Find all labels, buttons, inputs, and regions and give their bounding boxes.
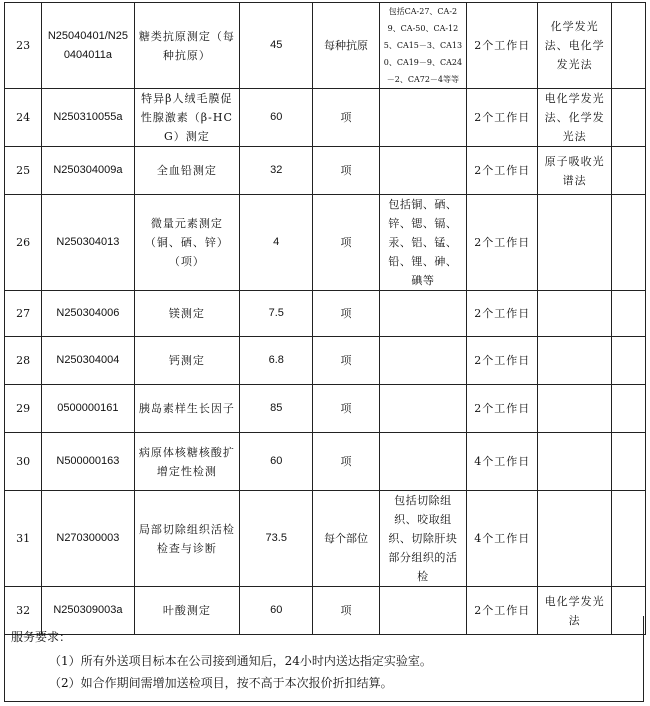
table-row (5, 195, 646, 291)
row-number: 28 (5, 337, 42, 385)
row-number: 24 (5, 89, 42, 147)
test-method: 化学发光法、电化学发光法 (538, 3, 611, 89)
turnaround-days: 2个工作日 (467, 337, 538, 385)
test-method (538, 291, 611, 337)
item-unit: 项 (313, 433, 379, 491)
row-number: 31 (5, 491, 42, 587)
item-code: N250304009a (42, 147, 134, 195)
item-description: 包括CA-27、CA-29、CA-50、CA-125、CA15－3、CA130、CA19－9、CA24－2、CA72－4等等 (379, 3, 466, 89)
item-name: 镁测定 (134, 291, 239, 337)
turnaround-days: 4个工作日 (467, 491, 538, 587)
item-description (379, 89, 466, 147)
item-unit: 项 (313, 195, 379, 291)
turnaround-days: 2个工作日 (467, 195, 538, 291)
item-price: 32 (240, 147, 313, 195)
item-name: 胰岛素样生长因子 (134, 385, 239, 433)
item-code: N25040401/N250404011a (42, 3, 134, 89)
blank-cell (611, 3, 645, 89)
item-code: N250310055a (42, 89, 134, 147)
requirement-1: （1）所有外送项目标本在公司接到通知后，24小时内送达指定实验室。 (49, 654, 432, 668)
item-description (379, 337, 466, 385)
test-method (538, 195, 611, 291)
item-description: 包括铜、硒、锌、锶、镉、汞、铝、锰、铅、锂、砷、碘等 (379, 195, 466, 291)
row-number: 32 (5, 587, 42, 635)
item-code: N250304013 (42, 195, 134, 291)
item-price: 85 (240, 385, 313, 433)
turnaround-days: 2个工作日 (467, 147, 538, 195)
item-description (379, 385, 466, 433)
item-unit: 每个部位 (313, 491, 379, 587)
blank-cell (611, 195, 645, 291)
test-method: 电化学发光法、化学发光法 (538, 89, 611, 147)
price-table (4, 2, 646, 635)
item-unit: 项 (313, 587, 379, 635)
row-number: 27 (5, 291, 42, 337)
item-name: 病原体核糖核酸扩增定性检测 (134, 433, 239, 491)
blank-cell (611, 491, 645, 587)
item-unit: 项 (313, 337, 379, 385)
item-name: 糖类抗原测定（每种抗原） (134, 3, 239, 89)
turnaround-days: 2个工作日 (467, 291, 538, 337)
item-description: 包括切除组织、咬取组织、切除肝块部分组织的活检 (379, 491, 466, 587)
turnaround-days: 2个工作日 (467, 385, 538, 433)
table-row (5, 3, 646, 89)
item-price: 7.5 (240, 291, 313, 337)
test-method (538, 433, 611, 491)
item-price: 45 (240, 3, 313, 89)
item-unit: 项 (313, 147, 379, 195)
requirement-2: （2）如合作期间需增加送检项目，按不高于本次报价折扣结算。 (49, 676, 393, 690)
table-row (5, 433, 646, 491)
service-requirements (4, 616, 644, 702)
row-number: 29 (5, 385, 42, 433)
row-number: 30 (5, 433, 42, 491)
requirements-title: 服务要求： (11, 630, 72, 644)
item-name: 钙测定 (134, 337, 239, 385)
item-code: N500000163 (42, 433, 134, 491)
blank-cell (611, 291, 645, 337)
item-name: 局部切除组织活检检查与诊断 (134, 491, 239, 587)
turnaround-days: 2个工作日 (467, 89, 538, 147)
item-code: N250309003a (42, 587, 134, 635)
item-code: N250304004 (42, 337, 134, 385)
test-method (538, 385, 611, 433)
test-method: 原子吸收光谱法 (538, 147, 611, 195)
table-row (5, 337, 646, 385)
item-code: N270300003 (42, 491, 134, 587)
table-row (5, 147, 646, 195)
row-number: 26 (5, 195, 42, 291)
item-price: 6.8 (240, 337, 313, 385)
item-description (379, 433, 466, 491)
item-code: 0500000161 (42, 385, 134, 433)
item-unit: 项 (313, 385, 379, 433)
table-row (5, 385, 646, 433)
turnaround-days: 4个工作日 (467, 433, 538, 491)
blank-cell (611, 433, 645, 491)
item-unit: 项 (313, 291, 379, 337)
item-name: 微量元素测定（铜、硒、锌）（项） (134, 195, 239, 291)
item-name: 全血铅测定 (134, 147, 239, 195)
table-row (5, 89, 646, 147)
row-number: 23 (5, 3, 42, 89)
item-description (379, 291, 466, 337)
table-row (5, 291, 646, 337)
blank-cell (611, 89, 645, 147)
turnaround-days: 2个工作日 (467, 587, 538, 635)
item-name: 叶酸测定 (134, 587, 239, 635)
item-name: 特异β人绒毛膜促性腺激素（β-HCG）测定 (134, 89, 239, 147)
test-method (538, 337, 611, 385)
test-method (538, 491, 611, 587)
item-price: 73.5 (240, 491, 313, 587)
item-price: 60 (240, 433, 313, 491)
item-unit: 每种抗原 (313, 3, 379, 89)
blank-cell (611, 385, 645, 433)
row-number: 25 (5, 147, 42, 195)
item-description (379, 147, 466, 195)
item-code: N250304006 (42, 291, 134, 337)
blank-cell (611, 147, 645, 195)
item-price: 60 (240, 89, 313, 147)
item-unit: 项 (313, 89, 379, 147)
test-method: 电化学发光法 (538, 587, 611, 635)
turnaround-days: 2个工作日 (467, 3, 538, 89)
item-price: 4 (240, 195, 313, 291)
blank-cell (611, 337, 645, 385)
table-row (5, 491, 646, 587)
item-price: 60 (240, 587, 313, 635)
